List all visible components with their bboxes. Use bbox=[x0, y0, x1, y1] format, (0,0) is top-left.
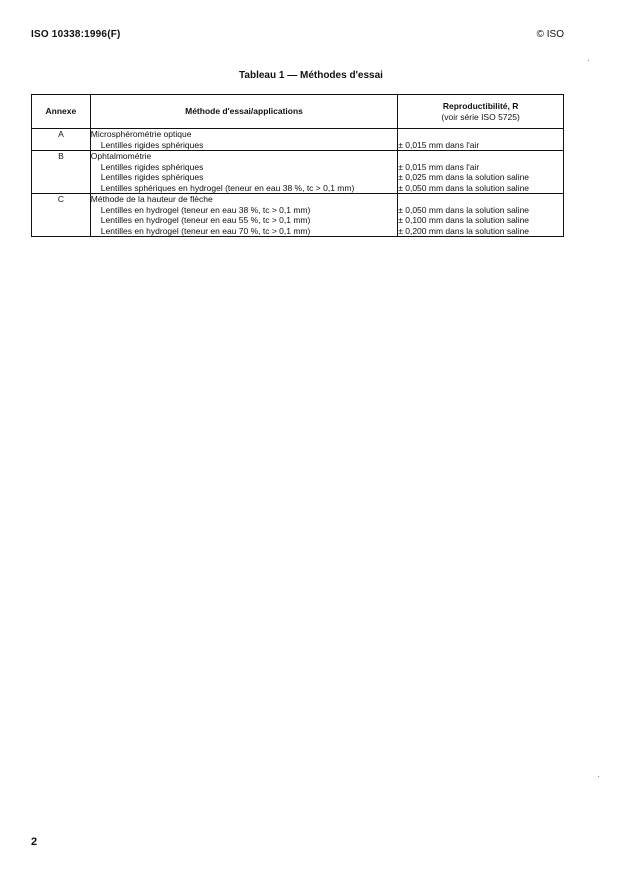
application-item: Lentilles en hydrogel (teneur en eau 70 %, tc > 0,1 mm) bbox=[100, 225, 311, 236]
reproducibility-cell bbox=[398, 129, 564, 151]
annex-cell: A bbox=[32, 129, 91, 151]
method-cell bbox=[90, 151, 397, 194]
table-row bbox=[32, 194, 564, 237]
annex-cell: C bbox=[32, 194, 91, 237]
scan-speck bbox=[588, 60, 589, 61]
page-number: 2 bbox=[31, 836, 38, 848]
method-title: Méthode de la hauteur de flèche bbox=[90, 194, 213, 204]
reproducibility-cell bbox=[398, 194, 564, 237]
header-reproducibility bbox=[398, 95, 564, 129]
reproducibility-value: ± 0,050 mm dans la solution saline bbox=[398, 182, 530, 193]
method-title: Ophtalmométrie bbox=[90, 151, 152, 161]
reproducibility-value: ± 0,050 mm dans la solution saline bbox=[398, 204, 530, 215]
application-item: Lentilles rigides sphériques bbox=[100, 139, 204, 150]
application-item: Lentilles en hydrogel (teneur en eau 38 %, tc > 0,1 mm) bbox=[100, 204, 311, 215]
reproducibility-value: ± 0,200 mm dans la solution saline bbox=[398, 225, 530, 236]
table-title: Tableau 1 — Méthodes d'essai bbox=[239, 70, 383, 81]
scan-speck bbox=[598, 776, 599, 777]
application-item: Lentilles rigides sphériques bbox=[100, 172, 204, 182]
reproducibility-value: ± 0,100 mm dans la solution saline bbox=[398, 215, 530, 225]
reproducibility-value: ± 0,015 mm dans l'air bbox=[398, 161, 480, 172]
application-item: Lentilles rigides sphériques bbox=[100, 161, 204, 172]
copyright-notice: © ISO bbox=[536, 29, 564, 40]
reproducibility-cell bbox=[398, 151, 564, 194]
annex-cell: B bbox=[32, 151, 91, 194]
method-cell bbox=[90, 194, 397, 237]
method-title: Microsphérométrie optique bbox=[90, 129, 192, 139]
table-row bbox=[32, 151, 564, 194]
table-header-row bbox=[32, 95, 564, 129]
application-item: Lentilles sphériques en hydrogel (teneur en eau 38 %, tc > 0,1 mm) bbox=[100, 182, 355, 193]
header-repro-title: Reproductibilité, R bbox=[442, 100, 519, 111]
header-method: Méthode d'essai/applications bbox=[90, 95, 397, 129]
header-annexe: Annexe bbox=[32, 95, 91, 129]
methods-table bbox=[31, 94, 564, 237]
application-item: Lentilles en hydrogel (teneur en eau 55 %, tc > 0,1 mm) bbox=[100, 215, 311, 225]
header-repro-subtitle: (voir série ISO 5725) bbox=[441, 111, 520, 122]
table-row bbox=[32, 129, 564, 151]
reproducibility-value: ± 0,015 mm dans l'air bbox=[398, 139, 480, 150]
document-id: ISO 10338:1996(F) bbox=[31, 29, 121, 40]
method-cell bbox=[90, 129, 397, 151]
reproducibility-value: ± 0,025 mm dans la solution saline bbox=[398, 172, 530, 182]
